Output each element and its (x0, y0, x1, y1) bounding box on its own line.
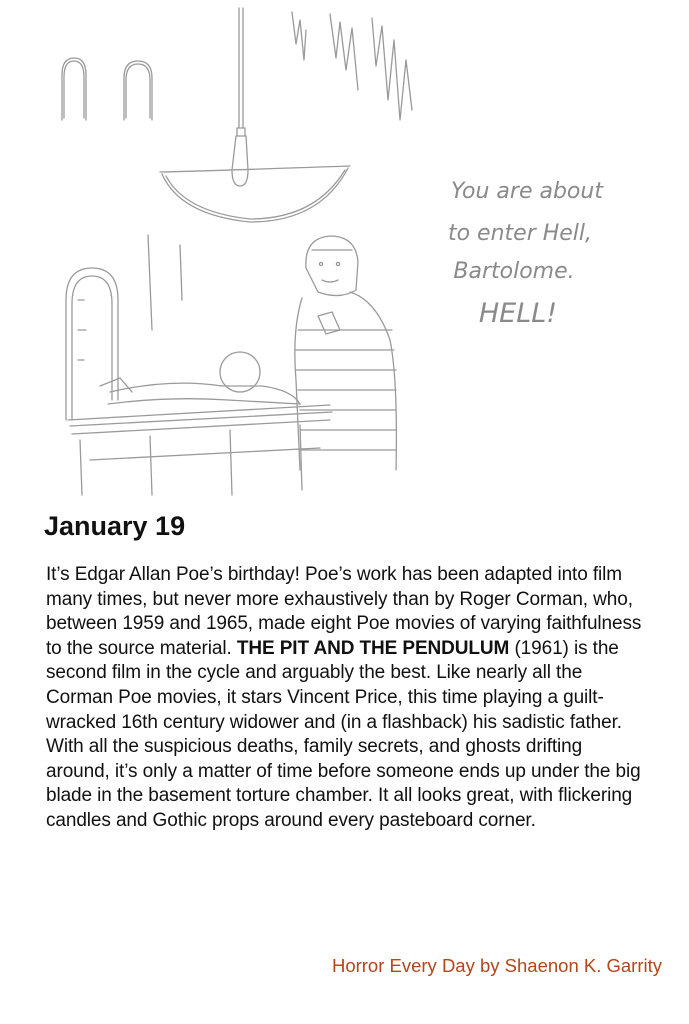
pencil-sketch-illustration (0, 0, 689, 500)
caption-line-4: HELL! (478, 298, 558, 329)
bound-victim (100, 352, 300, 404)
hooded-figure (295, 236, 397, 470)
caption-line-1: You are about (451, 179, 603, 204)
entry-body-part2: (1961) is the second film in the cycle and arguably the best. Like nearly all the Corman Poe movies, it stars Vincent Price, this time playing a guilt-wracked 16th century widower and (in a flashback) his sadistic father. With all the suspicious deaths, family secrets, and ghosts drifting around, it’s only a matter of time before someone ends up under the big blade in the basement torture chamber. It all looks great, with flickering candles and Gothic props around every pasteboard corner. (46, 637, 641, 831)
arched-doorway (66, 268, 118, 420)
caption-line-3: Bartolome. (453, 259, 575, 284)
speech-caption (448, 179, 604, 329)
arched-window-left (62, 58, 86, 120)
entry-body-part1: It’s Edgar Allan Poe’s birthday! Poe’s work has been adapted into film many times, but never more exhaustively than by Roger Corman, who, between 1959 and 1965, made eight Poe movies of varying faithfulness to the source material. (46, 564, 642, 659)
author-credit: Horror Every Day by Shaenon K. Garrity (331, 955, 662, 976)
arched-window-right (124, 61, 152, 120)
torture-table (68, 405, 332, 495)
pendulum (160, 8, 350, 222)
film-title: THE PIT AND THE PENDULUM (236, 637, 510, 659)
entry-date: January 19 (44, 511, 186, 541)
entry-body (46, 563, 646, 834)
caption-line-2: to enter Hell, (447, 221, 593, 246)
